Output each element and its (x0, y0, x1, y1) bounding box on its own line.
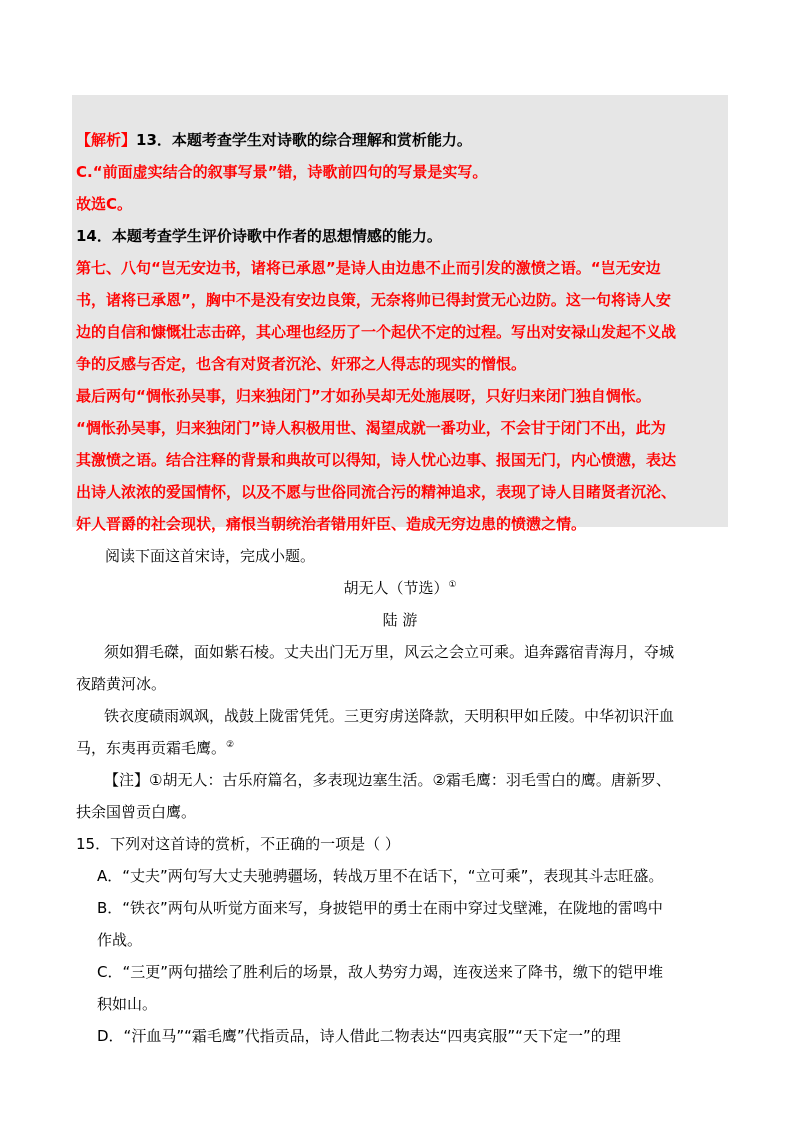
option-c: C．“三更”两句描绘了胜利后的场景，敌人势穷力竭，连夜送来了降书，缴下的铠甲堆 (97, 963, 664, 981)
poem-title: 胡无人（节选） (343, 579, 449, 597)
q14-line: 书，诸将已承恩”，胸中不是没有安边良策，无奈将帅已得封赏无心边防。这一句将诗人安 (76, 291, 671, 309)
q14-line: 边的自信和慷慨壮志击碎，其心理也经历了一个起伏不定的过程。写出对安禄山发起不义战 (76, 323, 677, 341)
poem-line: 铁衣度碛雨飒飒，战鼓上陇雷凭凭。三更穷虏送降款，天明积甲如丘陵。中华初识汗血 (104, 707, 675, 725)
q14-line: “惆怅孙吴事，归来独闭门”诗人积极用世、渴望成就一番功业，不会甘于闭门不出，此为 (76, 419, 666, 437)
option-d: D．“汗血马”“霜毛鹰”代指贡品，诗人借此二物表达“四夷宾服”“天下定一”的理 (97, 1027, 621, 1045)
q14-line: 其激愤之语。结合注释的背景和典故可以得知，诗人忧心边事、报国无门，内心愤懑，表达 (76, 451, 677, 469)
poem-note: 扶余国曾贡白鹰。 (76, 803, 197, 821)
footnote-mark: ② (226, 740, 235, 750)
poem-line-text: 马，东夷再贡霜毛鹰。 (76, 739, 227, 757)
poem-line (76, 738, 234, 758)
reading-intro: 阅读下面这首宋诗，完成小题。 (105, 547, 316, 565)
option-c-cont: 积如山。 (97, 995, 158, 1013)
poem-line: 夜踏黄河冰。 (76, 675, 167, 693)
q13-header-text: 13．本题考查学生对诗歌的综合理解和赏析能力。 (136, 131, 472, 149)
question-15-stem: 15．下列对这首诗的赏析，不正确的一项是（ ） (76, 835, 400, 853)
poem-note: 【注】①胡无人：古乐府篇名，多表现边塞生活。②霜毛鹰：羽毛雪白的鹰。唐新罗、 (104, 771, 671, 789)
option-b: B．“铁衣”两句从听觉方面来写，身披铠甲的勇士在雨中穿过戈壁滩，在陇地的雷鸣中 (97, 899, 663, 917)
q14-line: 最后两句“惆怅孙吴事，归来独闭门”才如孙吴却无处施展呀，只好归来闭门独自惆怅。 (76, 387, 651, 405)
poem-title-line (0, 578, 800, 598)
poem-author: 陆 游 (382, 611, 418, 629)
option-b-cont: 作战。 (97, 931, 143, 949)
q13-explanation: C.“前面虚实结合的叙事写景”错，诗歌前四句的写景是实写。 (76, 163, 488, 181)
analysis-label: 【解析】 (76, 131, 137, 149)
q13-answer: 故选C。 (76, 195, 133, 213)
footnote-mark: ① (448, 580, 457, 590)
q14-line: 奸人晋爵的社会现状，痛恨当朝统治者错用奸臣、造成无穷边患的愤懑之情。 (76, 515, 587, 533)
q14-line: 出诗人浓浓的爱国情怀，以及不愿与世俗同流合污的精神追求，表现了诗人目睹贤者沉沦、 (76, 483, 677, 501)
q14-analysis-header: 14．本题考查学生评价诗歌中作者的思想情感的能力。 (76, 227, 442, 245)
q13-analysis-header (76, 130, 472, 150)
q14-line: 第七、八句“岂无安边书，诸将已承恩”是诗人由边患不止而引发的激愤之语。“岂无安边 (76, 259, 661, 277)
q14-line: 争的反感与否定，也含有对贤者沉沦、奸邪之人得志的现实的憎恨。 (76, 355, 527, 373)
option-a: A．“丈夫”两句写大丈夫驰骋疆场，转战万里不在话下，“立可乘”，表现其斗志旺盛。 (97, 867, 664, 885)
poem-line: 须如猬毛磔，面如紫石棱。丈夫出门无万里，风云之会立可乘。追奔露宿青海月，夺城 (104, 643, 675, 661)
